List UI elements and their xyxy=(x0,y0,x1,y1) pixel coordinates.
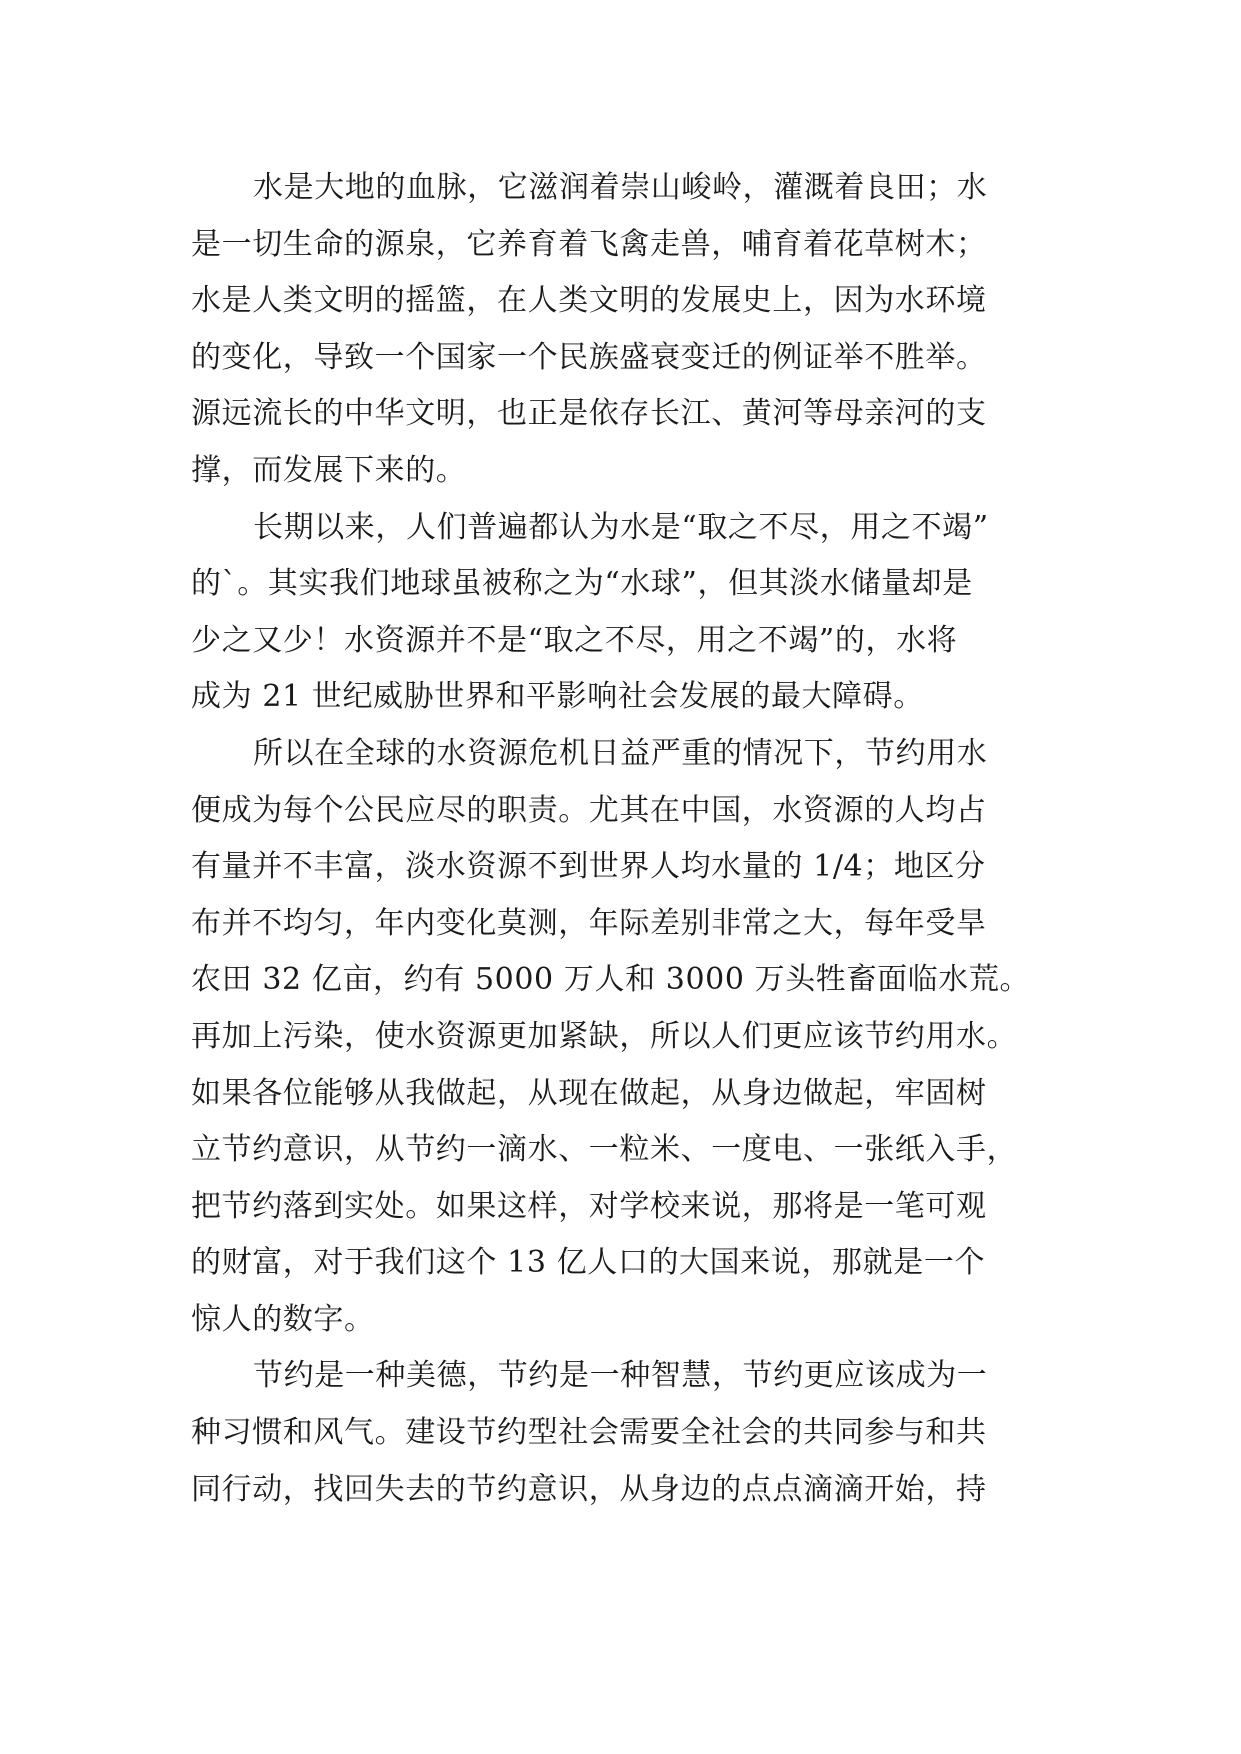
paragraph-line: 种习惯和风气。建设节约型社会需要全社会的共同参与和共 xyxy=(191,1415,987,1451)
paragraph-line: 成为 21 世纪威胁世界和平影响社会发展的最大障碍。 xyxy=(191,679,924,715)
paragraph-line: 布并不均匀，年内变化莫测，年际差别非常之大，每年受旱 xyxy=(191,905,987,941)
paragraph-line: 长期以来，人们普遍都认为水是“取之不尽，用之不竭” xyxy=(253,509,989,545)
paragraph-line: 有量并不丰富，淡水资源不到世界人均水量的 1/4；地区分 xyxy=(191,849,986,885)
paragraph-line: 节约是一种美德，节约是一种智慧，节约更应该成为一 xyxy=(253,1358,988,1394)
paragraph-line: 少之又少！水资源并不是“取之不尽，用之不竭”的，水将 xyxy=(191,622,958,658)
document-body xyxy=(191,160,1071,1518)
paragraph-line: 是一切生命的源泉，它养育着飞禽走兽，哺育着花草树木； xyxy=(191,226,987,262)
paragraph-line: 如果各位能够从我做起，从现在做起，从身边做起，牢固树 xyxy=(191,1075,987,1111)
paragraph-2 xyxy=(191,500,1071,726)
paragraph-line: 把节约落到实处。如果这样，对学校来说，那将是一笔可观 xyxy=(191,1188,987,1224)
paragraph-line: 撑，而发展下来的。 xyxy=(191,452,467,488)
paragraph-line: 水是大地的血脉，它滋润着崇山峻岭，灌溉着良田；水 xyxy=(253,170,988,205)
paragraph-line: 所以在全球的水资源危机日益严重的情况下，节约用水 xyxy=(253,735,988,771)
paragraph-1 xyxy=(191,160,1071,500)
paragraph-line: 再加上污染，使水资源更加紧缺，所以人们更应该节约用水。 xyxy=(191,1018,1018,1054)
paragraph-line: 的`。其实我们地球虽被称之为“水球”，但其淡水储量却是 xyxy=(191,566,973,602)
paragraph-line: 农田 32 亿亩，约有 5000 万人和 3000 万头牲畜面临水荒。 xyxy=(191,962,1031,998)
paragraph-3 xyxy=(191,726,1071,1349)
paragraph-line: 惊人的数字。 xyxy=(191,1301,375,1337)
paragraph-4 xyxy=(191,1348,1071,1518)
paragraph-line: 的财富，对于我们这个 13 亿人口的大国来说，那就是一个 xyxy=(191,1245,986,1281)
paragraph-line: 源远流长的中华文明，也正是依存长江、黄河等母亲河的支 xyxy=(191,396,987,432)
paragraph-line: 便成为每个公民应尽的职责。尤其在中国，水资源的人均占 xyxy=(191,792,987,828)
paragraph-line: 立节约意识，从节约一滴水、一粒米、一度电、一张纸入手， xyxy=(191,1132,1018,1168)
paragraph-line: 水是人类文明的摇篮，在人类文明的发展史上，因为水环境 xyxy=(191,283,987,319)
paragraph-line: 同行动，找回失去的节约意识，从身边的点点滴滴开始，持 xyxy=(191,1471,987,1507)
paragraph-line: 的变化，导致一个国家一个民族盛衰变迁的例证举不胜举。 xyxy=(191,339,987,375)
